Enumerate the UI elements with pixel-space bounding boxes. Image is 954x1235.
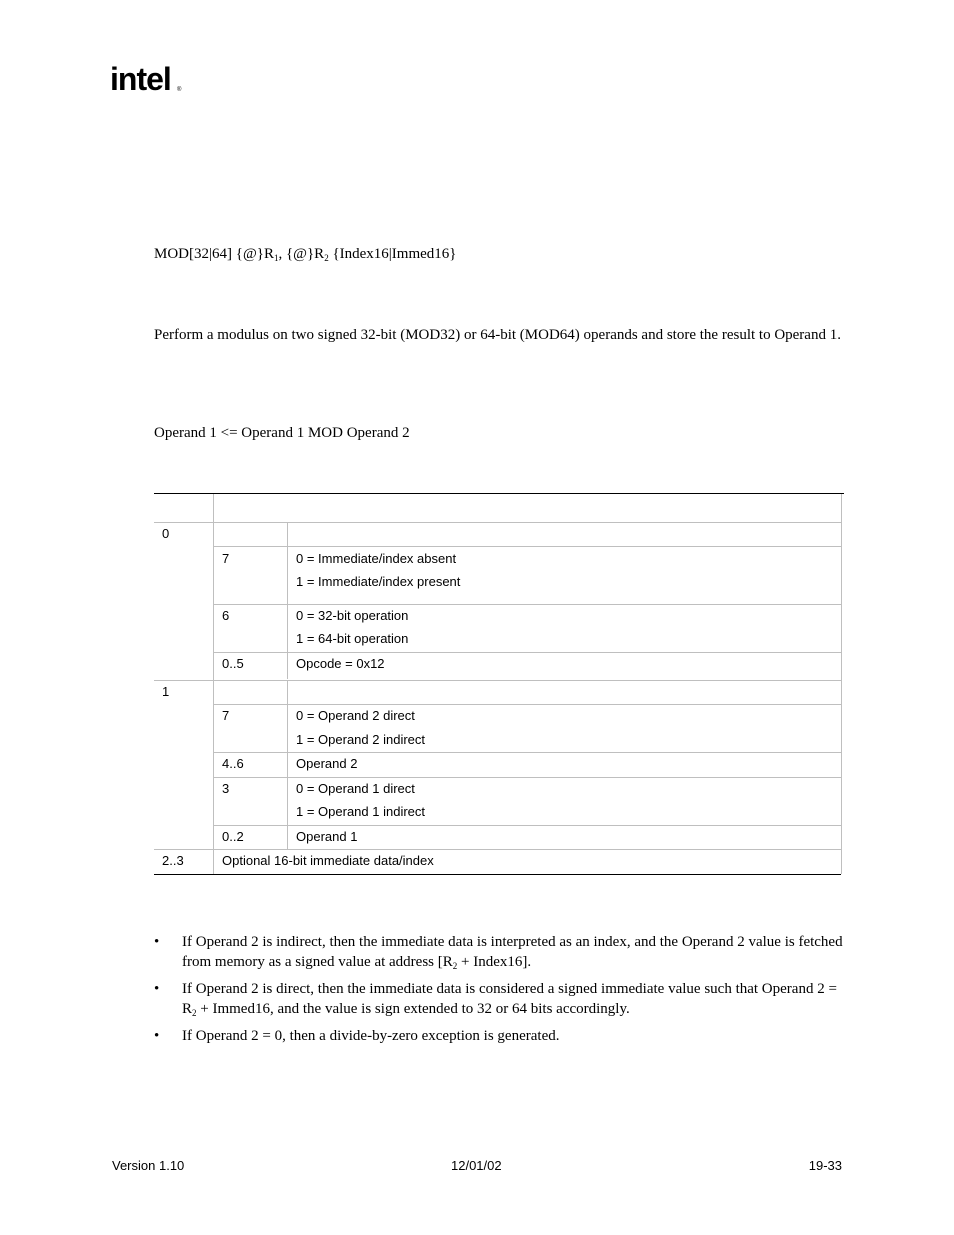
intel-logo-graphic bbox=[110, 58, 190, 103]
table-cell-desc: 0 = 32-bit operation bbox=[296, 608, 409, 623]
bullet-icon: • bbox=[154, 934, 160, 950]
syntax-sub-2: 2 bbox=[324, 253, 329, 263]
instruction-syntax bbox=[154, 246, 456, 263]
table-cell-desc: 1 = Immediate/index present bbox=[296, 574, 461, 589]
table-hline bbox=[213, 546, 841, 547]
list-item: • If Operand 2 = 0, then a divide-by-zero exception is generated. bbox=[154, 1028, 560, 1044]
instruction-description: Perform a modulus on two signed 32-bit (MOD32) or 64-bit (MOD64) operands and store the result to Operand 1. bbox=[154, 327, 841, 343]
table-cell-desc: Operand 1 bbox=[296, 829, 358, 844]
table-cell-bits: 4..6 bbox=[222, 756, 244, 771]
table-vline-byte bbox=[213, 494, 214, 874]
syntax-mid: , {@}R bbox=[278, 246, 325, 262]
bullet-icon: • bbox=[154, 1028, 160, 1044]
table-vline-bits-1 bbox=[287, 680, 288, 849]
footer-date: 12/01/02 bbox=[451, 1158, 502, 1173]
table-hline bbox=[213, 652, 841, 653]
table-cell-desc: Opcode = 0x12 bbox=[296, 656, 385, 671]
table-top-rule bbox=[154, 493, 844, 494]
behavior-list bbox=[154, 932, 846, 1049]
table-hline bbox=[154, 522, 841, 523]
syntax-prefix: MOD[32|64] {@}R bbox=[154, 246, 274, 262]
table-cell-desc: Optional 16-bit immediate data/index bbox=[222, 853, 434, 868]
table-cell-desc: 0 = Immediate/index absent bbox=[296, 551, 457, 566]
footer-page-number: 19-33 bbox=[808, 1158, 842, 1173]
list-item: • If Operand 2 is indirect, then the immediate data is interpreted as an index, and the Operand 2 value is fetched from memory as a signed value at address [$R_2$ + Index16]. bbox=[154, 934, 843, 971]
table-cell-bits: 6 bbox=[222, 608, 230, 623]
table-hline bbox=[213, 604, 841, 605]
table-cell-bits: 3 bbox=[222, 781, 230, 796]
footer-version: Version 1.10 bbox=[112, 1158, 185, 1173]
table-vline-right bbox=[841, 494, 842, 874]
bullet-icon: • bbox=[154, 981, 160, 997]
table-cell-bits: 0..2 bbox=[222, 829, 244, 844]
list-item: • If Operand 2 is direct, then the immediate data is considered a signed immediate value such that Operand $2 = R_2$ + Immed16, and the value is sign extended to 32 or 64 bits accordingly. bbox=[154, 981, 837, 1018]
table-hline bbox=[154, 849, 841, 850]
instruction-operation: Operand 1 <= Operand 1 MOD Operand 2 bbox=[154, 425, 410, 441]
table-bottom-rule bbox=[154, 874, 841, 875]
table-hline bbox=[213, 704, 841, 705]
table-cell-bits: 7 bbox=[222, 551, 230, 566]
intel-logo bbox=[110, 58, 190, 103]
table-cell-desc: 1 = 64-bit operation bbox=[296, 631, 409, 646]
table-cell-bits: 7 bbox=[222, 708, 230, 723]
table-cell-desc: 0 = Operand 2 direct bbox=[296, 708, 415, 723]
table-hline bbox=[213, 752, 841, 753]
table-cell-bits: 0..5 bbox=[222, 656, 244, 671]
table-hline bbox=[213, 825, 841, 826]
logo-wordmark: intel bbox=[110, 61, 171, 97]
table-cell-desc: 0 = Operand 1 direct bbox=[296, 781, 415, 796]
table-hline bbox=[213, 777, 841, 778]
table-cell-desc: 1 = Operand 2 indirect bbox=[296, 732, 425, 747]
syntax-sub-1: 1 bbox=[273, 253, 279, 263]
table-cell-byte: 2..3 bbox=[162, 853, 184, 868]
syntax-suffix: {Index16|Immed16} bbox=[328, 246, 457, 262]
table-hline bbox=[154, 680, 841, 681]
table-cell-desc: 1 = Operand 1 indirect bbox=[296, 804, 425, 819]
table-cell-byte: 0 bbox=[162, 526, 170, 541]
logo-registered-mark: ® bbox=[177, 87, 182, 93]
table-cell-byte: 1 bbox=[162, 684, 170, 699]
table-cell-desc: Operand 2 bbox=[296, 756, 358, 771]
